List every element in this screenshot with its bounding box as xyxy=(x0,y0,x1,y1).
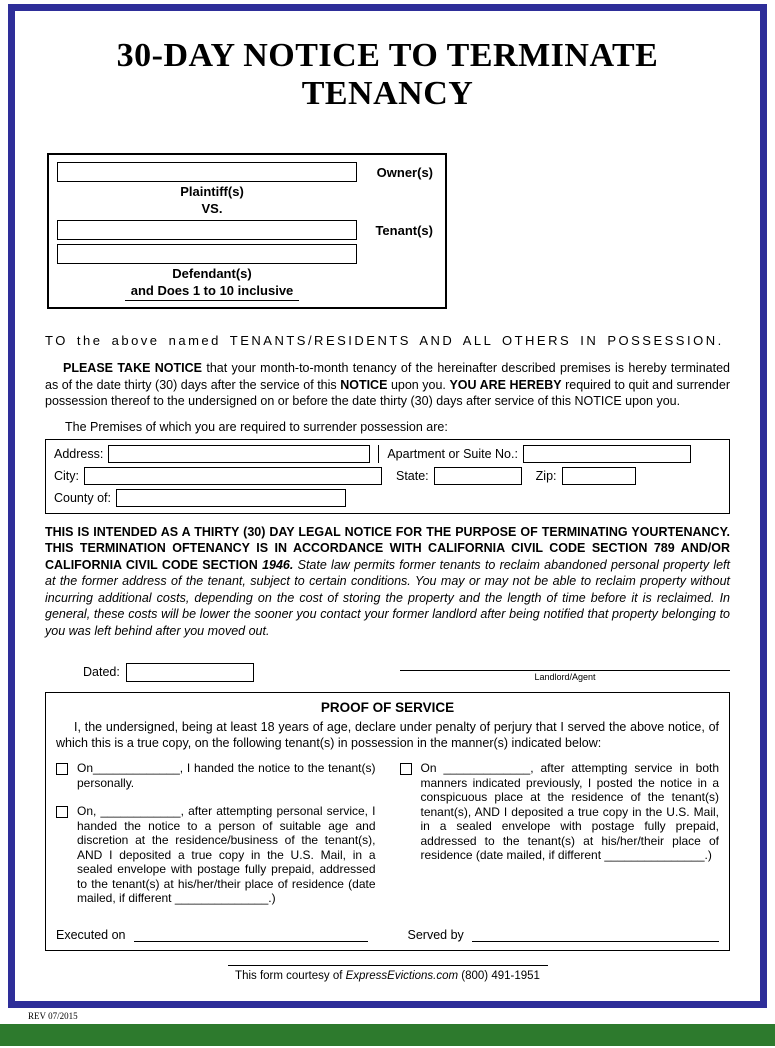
state-label: State: xyxy=(396,468,429,483)
service-posting-checkbox[interactable] xyxy=(400,763,412,775)
apartment-cell xyxy=(378,445,721,463)
executed-on-label: Executed on xyxy=(56,927,126,942)
footer-text xyxy=(45,970,730,982)
executed-on-line[interactable] xyxy=(134,926,368,942)
proof-columns xyxy=(56,761,719,920)
plaintiffs-label: Plaintiff(s) xyxy=(180,184,244,199)
footer-pre-text: This form courtesy of xyxy=(235,969,346,982)
address-input[interactable] xyxy=(108,445,370,463)
owners-label: Owner(s) xyxy=(376,164,433,180)
city-label: City: xyxy=(54,468,79,483)
proof-of-service-box xyxy=(45,692,730,951)
city-input[interactable] xyxy=(84,467,382,485)
landlord-agent-label: Landlord/Agent xyxy=(534,672,596,682)
document-page xyxy=(0,4,775,1046)
page-title: 30-DAY NOTICE TO TERMINATE TENANCY xyxy=(116,37,659,112)
vs-label: VS. xyxy=(201,201,223,216)
notice-paragraph xyxy=(45,360,730,410)
address-label: Address: xyxy=(54,446,104,461)
signature-block xyxy=(400,653,730,682)
zip-label: Zip: xyxy=(535,468,557,483)
legal-paragraph xyxy=(45,524,730,640)
service-posting-item xyxy=(400,761,720,863)
service-substituted-checkbox[interactable] xyxy=(56,806,68,818)
service-personal-text: On_____________, I handed the notice to the tenant(s) personally. xyxy=(77,761,376,790)
county-label: County of: xyxy=(54,490,111,505)
notice-seg5: YOU ARE HEREBY xyxy=(449,377,562,392)
zip-input[interactable] xyxy=(562,467,636,485)
tenants-label: Tenant(s) xyxy=(375,222,433,238)
proof-right-column xyxy=(400,761,720,920)
county-input[interactable] xyxy=(116,489,346,507)
premises-row-address xyxy=(54,445,721,463)
apartment-input[interactable] xyxy=(523,445,691,463)
served-by-label: Served by xyxy=(407,927,464,942)
defendants-input[interactable] xyxy=(57,244,357,264)
footer-phone: (800) 491-1951 xyxy=(458,969,540,982)
premises-row-city xyxy=(54,467,721,485)
service-substituted-text: On, ____________, after attempting personal service, I handed the notice to a person of suitable age and discretion at the residence/business of the tenant(s), AND I deposited a true copy in the U.S. Mail, in a sealed envelope with postage fully prepaid, addressed to the tenant(s) at his/her/their place of residence (date mailed, if different ______________.) xyxy=(77,804,376,905)
executed-on-group xyxy=(56,926,368,942)
notice-seg1: PLEASE TAKE NOTICE xyxy=(63,361,207,375)
to-tenants-line: TO the above named TENANTS/RESIDENTS AND ALL OTHERS IN POSSESSION. xyxy=(45,333,724,348)
landlord-signature-line[interactable] xyxy=(400,653,730,671)
served-by-group xyxy=(408,926,720,942)
service-substituted-item xyxy=(56,804,376,906)
tenants-row xyxy=(57,220,435,240)
dated-input[interactable] xyxy=(126,663,254,682)
premises-row-county xyxy=(54,489,721,507)
execution-row xyxy=(56,920,719,942)
service-posting-text: On _____________, after attempting service in both manners indicated previously, I posted the notice in a conspicuous place at the residence of the tenant(s) tenant(s), AND I deposited a true copy in the U.S. Mail, in a sealed envelope with postage fully prepaid, addressed to the tenant(s) at his/her/their place of residence (date mailed, if different _______________.) xyxy=(420,761,719,862)
notice-seg4: upon you. xyxy=(387,377,450,392)
revision-label: REV 07/2015 xyxy=(28,1011,78,1021)
does-label-text: and Does 1 to 10 inclusive xyxy=(125,282,300,301)
notice-seg6: required to quit and surrender possession thereof to the undersigned on or before the date thirty (30) days after service of this NOTICE upon you. xyxy=(45,377,730,408)
footer-brand: ExpressEvictions.com xyxy=(345,969,459,982)
state-input[interactable] xyxy=(434,467,522,485)
legal-code-number: 1946. xyxy=(262,557,294,572)
defendants-label: Defendant(s) xyxy=(172,266,252,281)
proof-intro: I, the undersigned, being at least 18 years of age, declare under penalty of perjury that I served the above notice, of which this is a true copy, on the following tenant(s) in possession in the manner(s) indicated below: xyxy=(56,720,719,750)
form-border-frame xyxy=(8,4,767,1008)
service-personal-item xyxy=(56,761,376,790)
premises-box xyxy=(45,439,730,514)
notice-seg3: NOTICE xyxy=(340,377,388,392)
defendants-row xyxy=(57,244,435,264)
dated-label: Dated: xyxy=(83,665,120,679)
footer-divider xyxy=(228,965,548,966)
dated-row xyxy=(45,653,730,682)
owners-input[interactable] xyxy=(57,162,357,182)
does-label xyxy=(57,282,367,301)
legal-italic-segment: State law permits former tenants to reclaim abandoned personal property left at the former address of the tenant, subject to certain conditions. You may or may not be able to reclaim property without incurring additional costs, depending on the cost of storing the property and the length of time before it is reclaimed. In general, these costs will be lower the sooner you contact your former landlord after being notified that property belonging to you was left behind after you moved out. xyxy=(45,557,731,638)
apartment-label: Apartment or Suite No.: xyxy=(387,446,518,461)
court-caption-box xyxy=(47,153,447,309)
bottom-green-bar xyxy=(0,1024,775,1046)
proof-left-column xyxy=(56,761,376,920)
owners-row xyxy=(57,162,435,182)
tenants-input[interactable] xyxy=(57,220,357,240)
premises-intro: The Premises of which you are required to surrender possession are: xyxy=(65,419,448,434)
proof-of-service-title: PROOF OF SERVICE xyxy=(320,700,455,715)
service-personal-checkbox[interactable] xyxy=(56,763,68,775)
served-by-line[interactable] xyxy=(472,926,719,942)
notice-seg2: that your month-to-month tenancy of the hereinafter described premises is hereby terminated as of the date thirty (30) days after the service of this xyxy=(45,361,730,392)
footer xyxy=(45,965,730,982)
legal-bold-segment: THIS IS INTENDED AS A THIRTY (30) DAY LEGAL NOTICE FOR THE PURPOSE OF TERMINATING YOURTENANCY. THIS TERMINATION OFTENANCY IS IN ACCORDANCE WITH CALIFORNIA CIVIL CODE SECTION 789 AND/OR CALIFORNIA CIVIL CODE SECTION xyxy=(45,524,730,572)
